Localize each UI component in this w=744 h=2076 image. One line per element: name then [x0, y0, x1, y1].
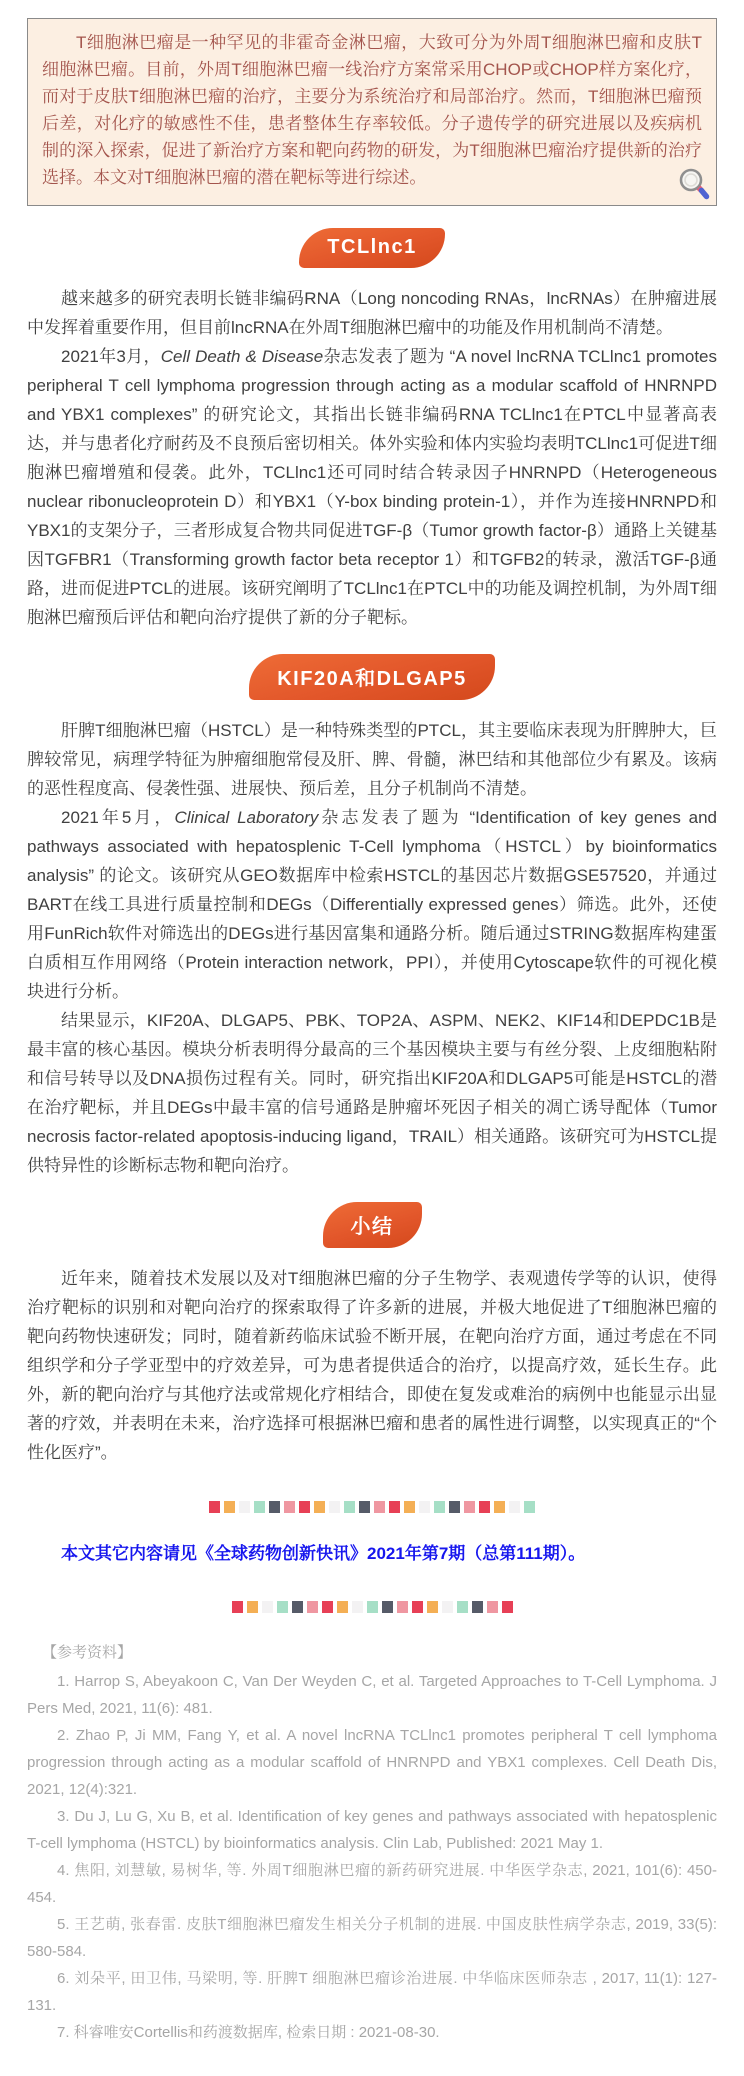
reference-item: 1. Harrop S, Abeyakoon C, Van Der Weyden C, et al. Targeted Approaches to T-Cell Lymphoma. J Pers Med, 2021, 11(6): 481. [27, 1673, 717, 1717]
paragraph: 结果显示，KIF20A、DLGAP5、PBK、TOP2A、ASPM、NEK2、KIF14和DEPDC1B是最丰富的核心基因。模块分析表明得分最高的三个基因模块主要与有丝分裂、上皮细胞粘附和信号转导以及DNA损伤过程有关。同时，研究指出KIF20A和DLGAP5可能是HSTCL的潜在治疗靶标，并且DEGs中最丰富的信号通路是肿瘤坏死因子相关的凋亡诱导配体（Tumor necrosis factor-related apoptosis-inducing ligand，TRAIL）相关通路。该研究可为HSTCL提供特异性的诊断标志物和靶向治疗。 [27, 1011, 717, 1175]
paragraph [27, 342, 717, 632]
paragraph: 越来越多的研究表明长链非编码RNA（Long noncoding RNAs，lncRNAs）在肿瘤进展中发挥着重要作用，但目前lncRNA在外周T细胞淋巴瘤中的功能及作用机制尚不清楚。 [27, 289, 717, 337]
paragraph: 近年来，随着技术发展以及对T细胞淋巴瘤的分子生物学、表观遗传学等的认识，使得治疗靶标的识别和对靶向治疗的探索取得了许多新的进展，并极大地促进了T细胞淋巴瘤的靶向药物快速研发；同时，随着新药临床试验不断开展，在靶向治疗方面，通过考虑在不同组织学和分子学亚型中的疗效差异，可为患者提供适合的治疗，以提高疗效，延长生存。此外，新的靶向治疗与其他疗法或常规化疗相结合，即使在复发或难治的病例中也能显示出显著的疗效，并表明在未来，治疗选择可根据淋巴瘤和患者的属性进行调整，以实现真正的“个性化医疗”。 [27, 1269, 717, 1462]
section-banner-tcllnc1 [299, 228, 444, 268]
divider-square [209, 1501, 220, 1513]
divider-square [329, 1501, 340, 1513]
paragraph-text: 杂志发表了题为 “Identification of key genes and pathways associated with hepatosplenic T-Cell lymphoma（HSTCL）by bioinformatics analysis” 的论文。该研究从GEO数据库中检索HSTCL的基因芯片数据GSE57520，并通过BART在线工具进行质量控制和DEGs（Differentially expressed genes）筛选。此外，还使用FunRich软件对筛选出的DEGs进行基因富集和通路分析。随后通过STRING数据库构建蛋白质相互作用网络（Protein interaction network，PPI），并使用Cytoscape软件的可视化模块进行分析。 [27, 808, 717, 1001]
divider-square [427, 1601, 438, 1613]
divider-square [247, 1601, 258, 1613]
divider-square [442, 1601, 453, 1613]
divider-squares-top [27, 1501, 717, 1513]
divider-square [457, 1601, 468, 1613]
divider-square [299, 1501, 310, 1513]
intro-paragraph: T细胞淋巴瘤是一种罕见的非霍奇金淋巴瘤，大致可分为外周T细胞淋巴瘤和皮肤T细胞淋巴瘤。目前，外周T细胞淋巴瘤一线治疗方案常采用CHOP或CHOP样方案化疗，而对于皮肤T细胞淋巴瘤的治疗，主要分为系统治疗和局部治疗。然而，T细胞淋巴瘤预后差，对化疗的敏感性不佳，患者整体生存率较低。分子遗传学的研究进展以及疾病机制的深入探索，促进了新治疗方案和靶向药物的研发，为T细胞淋巴瘤治疗提供新的治疗选择。本文对T细胞淋巴瘤的潜在靶标等进行综述。 [42, 33, 702, 187]
divider-square [314, 1501, 325, 1513]
section-banner-wrap [27, 1202, 717, 1248]
intro-box [27, 18, 717, 206]
divider-square [434, 1501, 445, 1513]
divider-square [494, 1501, 505, 1513]
paragraph: 肝脾T细胞淋巴瘤（HSTCL）是一种特殊类型的PTCL，其主要临床表现为肝脾肿大，巨脾较常见，病理学特征为肿瘤细胞常侵及肝、脾、骨髓，淋巴结和其他部位少有累及。该病的恶性程度高、侵袭性强、进展快、预后差，且分子机制尚不清楚。 [27, 721, 717, 798]
reference-item: 2. Zhao P, Ji MM, Fang Y, et al. A novel lncRNA TCLlnc1 promotes peripheral T cell lymphoma progression through acting as a modular scaffold of HNRNPD and YBX1 complexes. Cell Death Dis, 2021, 12(4):321. [27, 1727, 717, 1798]
divider-square [524, 1501, 535, 1513]
reference-item: 6. 刘朵平, 田卫伟, 马梁明, 等. 肝脾T 细胞淋巴瘤诊治进展. 中华临床医师杂志 , 2017, 11(1): 127-131. [27, 1970, 717, 2014]
reference-item: 4. 焦阳, 刘慧敏, 易树华, 等. 外周T细胞淋巴瘤的新药研究进展. 中华医学杂志, 2021, 101(6): 450-454. [27, 1862, 717, 1906]
divider-square [352, 1601, 363, 1613]
paragraph-text: 2021年3月， [61, 347, 161, 366]
paragraph-text: 杂志发表了题为 “A novel lncRNA TCLlnc1 promotes peripheral T cell lymphoma progression through acting as a modular scaffold of HNRNPD and YBX1 complexes” 的研究论文，其指出长链非编码RNA TCLlnc1在PTCL中显著高表达，并与患者化疗耐药及不良预后密切相关。体外实验和体内实验均表明TCLlnc1可促进T细胞淋巴瘤增殖和侵袭。此外，TCLlnc1还可同时结合转录因子HNRNPD（Heterogeneous nuclear ribonucleoprotein D）和YBX1（Y-box binding protein-1），并作为连接HNRNPD和YBX1的支架分子，三者形成复合物共同促进TGF-β（Tumor growth factor-β）通路上关键基因TGFBR1（Transforming growth factor beta receptor 1）和TGFB2的转录，激活TGF-β通路，进而促进PTCL的进展。该研究阐明了TCLlnc1在PTCL中的功能及调控机制，为外周T细胞淋巴瘤预后评估和靶向治疗提供了新的分子靶标。 [27, 347, 718, 627]
divider-square [382, 1601, 393, 1613]
divider-square [269, 1501, 280, 1513]
divider-square [419, 1501, 430, 1513]
divider-square [464, 1501, 475, 1513]
divider-square [292, 1601, 303, 1613]
journal-name: Clinical Laboratory [174, 808, 319, 827]
issue-link[interactable]: 本文其它内容请见《全球药物创新快讯》2021年第7期（总第111期）。 [61, 1544, 586, 1563]
divider-square [449, 1501, 460, 1513]
divider-square [344, 1501, 355, 1513]
references-header: 【参考资料】 [42, 1644, 133, 1661]
divider-square [277, 1601, 288, 1613]
divider-square [412, 1601, 423, 1613]
banner-label: TCLlnc1 [327, 236, 417, 258]
divider-square [472, 1601, 483, 1613]
divider-square [389, 1501, 400, 1513]
divider-square [367, 1601, 378, 1613]
references-section [27, 1639, 717, 2046]
reference-item: 3. Du J, Lu G, Xu B, et al. Identification of key genes and pathways associated with hepatosplenic T-cell lymphoma (HSTCL) by bioinformatics analysis. Clin Lab, Published: 2021 May 1. [27, 1808, 717, 1852]
divider-square [239, 1501, 250, 1513]
divider-square [307, 1601, 318, 1613]
divider-square [262, 1601, 273, 1613]
paragraph [27, 803, 717, 1006]
paragraph-text: 2021年5月， [61, 808, 175, 827]
reference-item: 5. 王艺萌, 张春雷. 皮肤T细胞淋巴瘤发生相关分子机制的进展. 中国皮肤性病学杂志, 2019, 33(5): 580-584. [27, 1916, 717, 1960]
divider-square [322, 1601, 333, 1613]
journal-name: Cell Death & Disease [160, 347, 324, 366]
reference-item: 7. 科睿唯安Cortellis和药渡数据库, 检索日期 : 2021-08-30. [57, 2024, 440, 2041]
divider-square [487, 1601, 498, 1613]
divider-square [254, 1501, 265, 1513]
divider-square [404, 1501, 415, 1513]
divider-squares-bottom [27, 1601, 717, 1613]
banner-label: KIF20A和DLGAP5 [277, 668, 467, 690]
section-banner-summary [323, 1202, 422, 1248]
divider-square [479, 1501, 490, 1513]
divider-square [359, 1501, 370, 1513]
section-banner-wrap [27, 654, 717, 700]
divider-square [232, 1601, 243, 1613]
divider-square [374, 1501, 385, 1513]
section-banner-kif20a-dlgap5 [249, 654, 495, 700]
divider-square [509, 1501, 520, 1513]
magnifier-icon [677, 166, 711, 202]
divider-square [224, 1501, 235, 1513]
divider-square [337, 1601, 348, 1613]
divider-square [284, 1501, 295, 1513]
banner-label: 小结 [350, 1216, 394, 1238]
divider-square [502, 1601, 513, 1613]
section-banner-wrap [27, 228, 717, 268]
divider-square [397, 1601, 408, 1613]
